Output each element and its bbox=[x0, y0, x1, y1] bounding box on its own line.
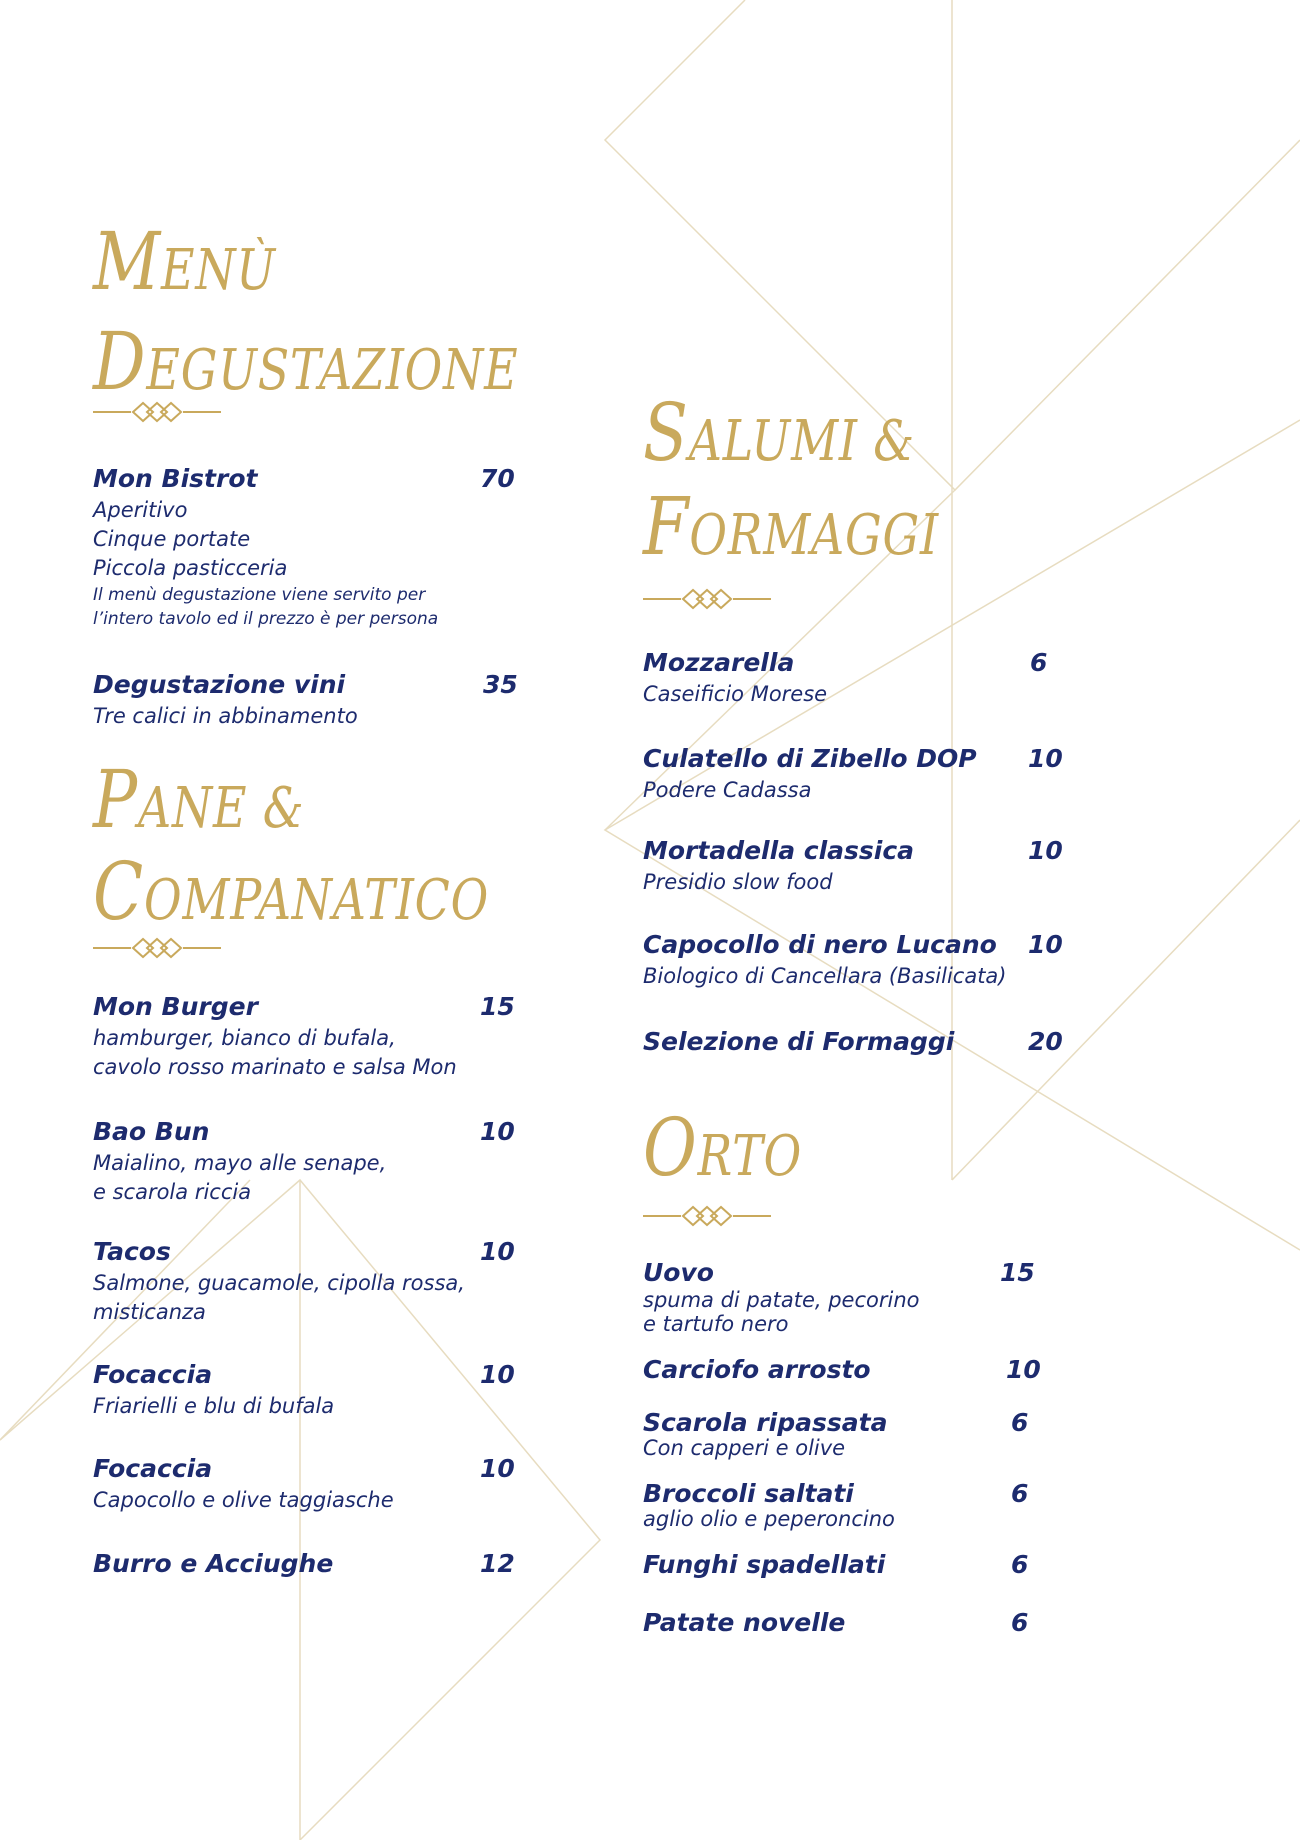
section-title-degustazione bbox=[93, 215, 612, 408]
item-name: Capocollo di nero Lucano bbox=[643, 930, 997, 959]
section-title-orto bbox=[643, 1101, 837, 1194]
ornament-divider bbox=[643, 1205, 771, 1227]
item-note: l’intero tavolo ed il prezzo è per persona bbox=[93, 609, 439, 629]
title-line: ORTO bbox=[643, 1101, 803, 1194]
title-line: DEGUSTAZIONE bbox=[93, 315, 519, 408]
diamond-line bbox=[952, 820, 1300, 1180]
item-price: 20 bbox=[1028, 1027, 1063, 1056]
item-description: Podere Cadassa bbox=[643, 778, 812, 802]
item-name: Mortadella classica bbox=[643, 836, 915, 865]
item-price: 15 bbox=[1000, 1258, 1035, 1287]
item-description: e tartufo nero bbox=[643, 1312, 789, 1336]
item-description: Cinque portate bbox=[93, 527, 251, 551]
menu-item-mortadella bbox=[643, 836, 1063, 897]
menu-item-degustazione-vini bbox=[93, 670, 518, 731]
item-description: Salmone, guacamole, cipolla rossa, bbox=[93, 1271, 465, 1295]
item-description: Maialino, mayo alle senape, bbox=[93, 1151, 387, 1175]
item-price: 10 bbox=[1028, 930, 1063, 959]
item-name: Selezione di Formaggi bbox=[643, 1027, 955, 1056]
item-price: 10 bbox=[1006, 1355, 1041, 1384]
item-description: Caseificio Morese bbox=[643, 682, 828, 706]
menu-item-mozzarella bbox=[643, 648, 1048, 709]
item-name: Mozzarella bbox=[643, 648, 795, 677]
menu-item-bao-bun bbox=[93, 1117, 515, 1207]
item-name: Broccoli saltati bbox=[643, 1479, 854, 1508]
menu-item-uovo bbox=[643, 1258, 1035, 1336]
item-price: 6 bbox=[1011, 1608, 1029, 1637]
item-name: Tacos bbox=[93, 1237, 171, 1266]
menu-item-mon-bistrot bbox=[93, 464, 515, 631]
item-price: 10 bbox=[480, 1117, 515, 1146]
ornament-divider bbox=[93, 937, 221, 959]
item-price: 12 bbox=[480, 1549, 515, 1578]
item-name: Mon Bistrot bbox=[93, 464, 258, 493]
item-price: 10 bbox=[480, 1454, 515, 1483]
menu-item-focaccia-friarielli bbox=[93, 1360, 515, 1421]
menu-item-mon-burger bbox=[93, 992, 515, 1082]
item-description: Con capperi e olive bbox=[643, 1436, 846, 1460]
item-name: Focaccia bbox=[93, 1360, 213, 1389]
item-name: Mon Burger bbox=[93, 992, 258, 1021]
item-description: Capocollo e olive taggiasche bbox=[93, 1488, 394, 1512]
item-note: Il menù degustazione viene servito per bbox=[93, 585, 426, 605]
item-price: 10 bbox=[1028, 836, 1063, 865]
item-name: Scarola ripassata bbox=[643, 1408, 888, 1437]
item-description: Biologico di Cancellara (Basilicata) bbox=[643, 964, 1007, 988]
menu-item-capocollo bbox=[643, 930, 1063, 991]
menu-item-scarola bbox=[643, 1408, 1029, 1460]
item-description: Friarielli e blu di bufala bbox=[93, 1394, 335, 1418]
section-title-salumi bbox=[643, 386, 1004, 573]
item-price: 6 bbox=[1030, 648, 1048, 677]
item-price: 10 bbox=[480, 1360, 515, 1389]
item-description: aglio olio e peperoncino bbox=[643, 1507, 895, 1531]
item-price: 35 bbox=[483, 670, 518, 699]
title-line: FORMAGGI bbox=[643, 480, 939, 573]
item-name: Patate novelle bbox=[643, 1608, 846, 1637]
item-name: Burro e Acciughe bbox=[93, 1549, 334, 1578]
item-description: spuma di patate, pecorino bbox=[643, 1288, 920, 1312]
menu-item-culatello bbox=[643, 744, 1063, 805]
section-title-pane bbox=[93, 753, 576, 938]
title-line: PANE & bbox=[93, 753, 305, 846]
menu-item-broccoli bbox=[643, 1479, 1029, 1531]
ornament-divider bbox=[93, 401, 221, 423]
item-price: 10 bbox=[480, 1237, 515, 1266]
title-line: COMPANATICO bbox=[93, 845, 490, 938]
item-price: 10 bbox=[1028, 744, 1063, 773]
item-price: 70 bbox=[480, 464, 515, 493]
item-price: 15 bbox=[480, 992, 515, 1021]
item-description: cavolo rosso marinato e salsa Mon bbox=[93, 1055, 457, 1079]
item-name: Focaccia bbox=[93, 1454, 213, 1483]
item-price: 6 bbox=[1011, 1408, 1029, 1437]
item-price: 6 bbox=[1011, 1550, 1029, 1579]
item-name: Culatello di Zibello DOP bbox=[643, 744, 977, 773]
item-name: Funghi spadellati bbox=[643, 1550, 886, 1579]
item-price: 6 bbox=[1011, 1479, 1029, 1508]
item-description: Piccola pasticceria bbox=[93, 556, 288, 580]
item-description: Tre calici in abbinamento bbox=[93, 704, 358, 728]
menu-item-focaccia-capocollo bbox=[93, 1454, 515, 1515]
title-line: SALUMI & bbox=[643, 386, 915, 479]
item-name: Bao Bun bbox=[93, 1117, 210, 1146]
item-name: Uovo bbox=[643, 1258, 714, 1287]
item-description: e scarola riccia bbox=[93, 1180, 252, 1204]
ornament-divider bbox=[643, 588, 771, 610]
menu-item-tacos bbox=[93, 1237, 515, 1327]
item-name: Degustazione vini bbox=[93, 670, 346, 699]
title-line: MENÙ bbox=[93, 215, 276, 308]
item-description: hamburger, bianco di bufala, bbox=[93, 1026, 396, 1050]
item-description: misticanza bbox=[93, 1300, 206, 1324]
item-description: Aperitivo bbox=[93, 498, 188, 522]
item-name: Carciofo arrosto bbox=[643, 1355, 871, 1384]
item-description: Presidio slow food bbox=[643, 870, 833, 894]
